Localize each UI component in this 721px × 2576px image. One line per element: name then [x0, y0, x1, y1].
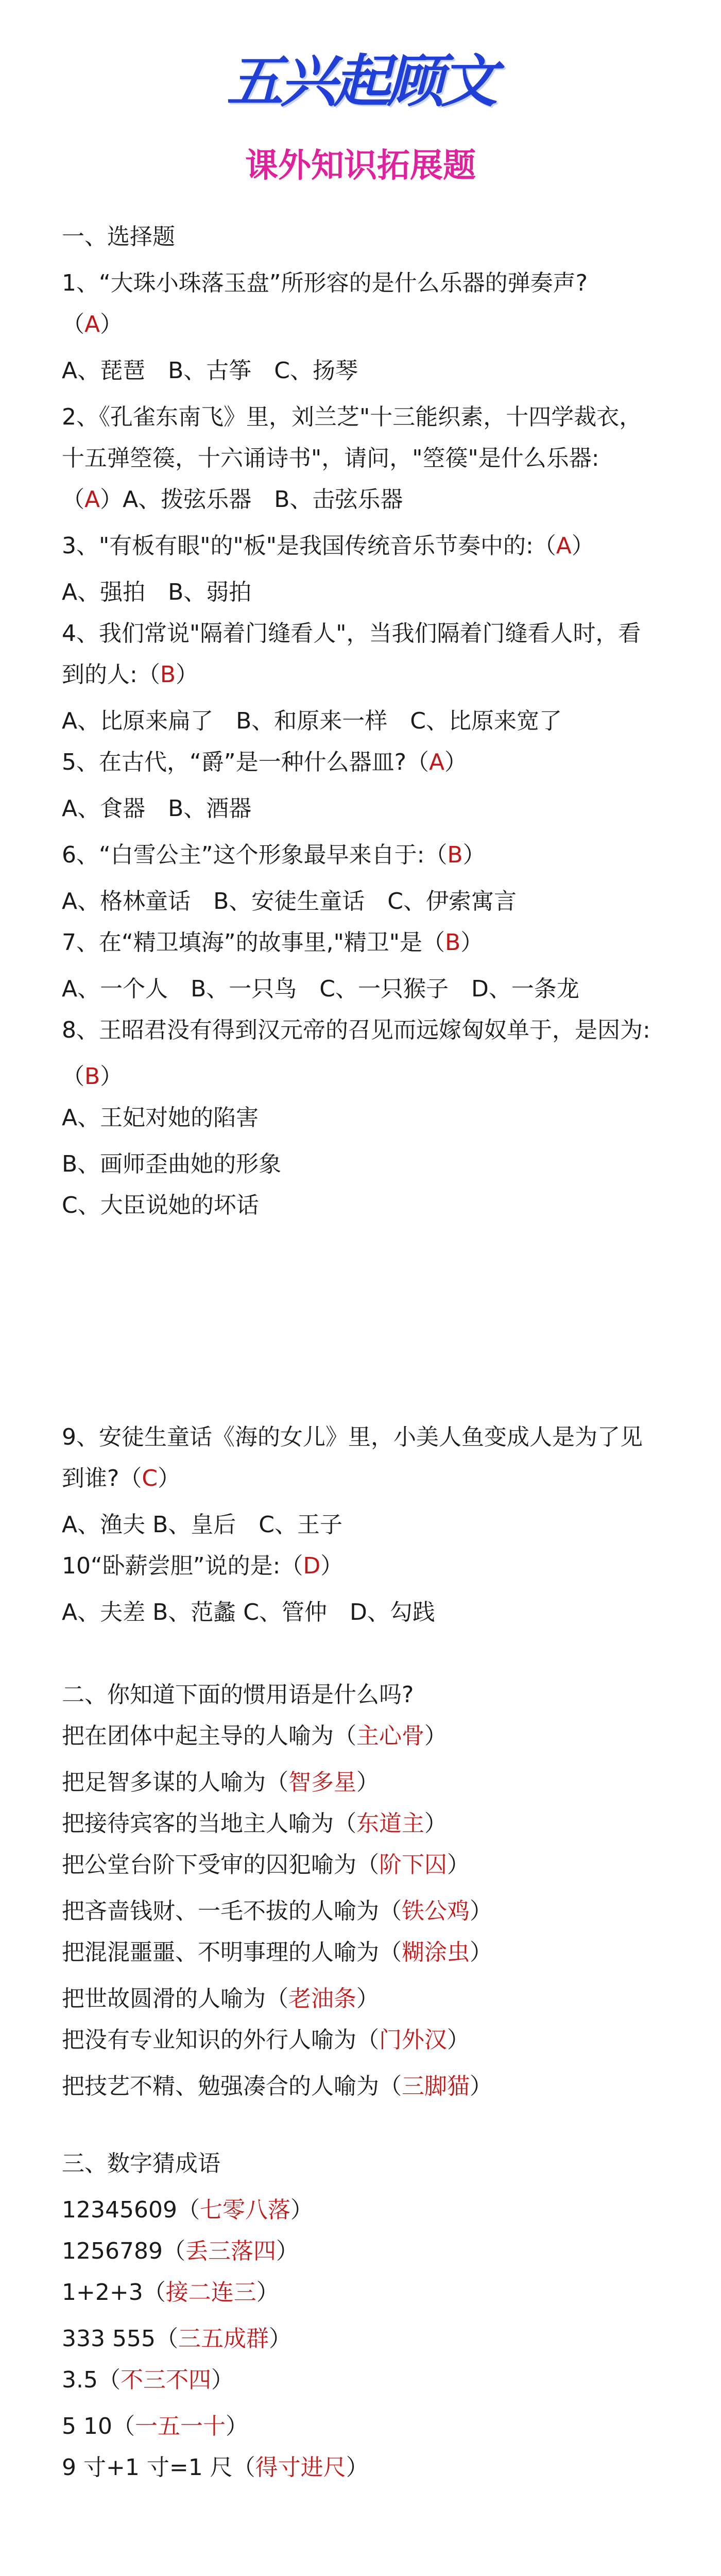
text-line	[62, 1937, 690, 1968]
question-text: ）	[158, 1465, 181, 1492]
text-line	[62, 1015, 690, 1046]
answer-text: 不三不四	[120, 2367, 211, 2393]
question-text: ）	[424, 1810, 447, 1837]
text-line	[62, 1463, 690, 1494]
text-line	[62, 886, 690, 917]
question-text: ）A、拨弦乐器 B、击弦乐器	[100, 486, 403, 513]
text-line	[62, 1808, 690, 1839]
question-text: ）	[211, 2367, 234, 2393]
answer-text: 三脚猫	[402, 2073, 470, 2099]
text-line	[62, 840, 690, 871]
question-text: A、强拍 B、弱拍	[62, 579, 252, 605]
text-line	[62, 618, 690, 649]
answer-text: 丢三落四	[185, 2238, 276, 2264]
question-text: ）	[346, 2454, 369, 2481]
page-title: 课外知识拓展题	[245, 147, 476, 185]
question-text: ）	[470, 1898, 492, 1924]
question-text: 把接待宾客的当地主人喻为（	[62, 1810, 356, 1837]
answer-text: B	[160, 662, 176, 688]
answer-text: 糊涂虫	[402, 1939, 470, 1965]
text-line	[62, 2236, 690, 2267]
question-text: 把吝啬钱财、一毛不拔的人喻为（	[62, 1898, 402, 1924]
question-text: 3.5（	[62, 2367, 121, 2393]
answer-text: A	[556, 533, 572, 559]
text-line	[62, 2277, 690, 2308]
text-line	[62, 1422, 690, 1453]
text-line	[62, 1510, 690, 1540]
text-line	[62, 659, 690, 690]
answer-text: A	[84, 311, 100, 337]
question-text: ）	[256, 2279, 279, 2306]
answer-text: D	[303, 1553, 321, 1579]
text-line	[62, 974, 690, 1005]
text-line	[62, 2148, 690, 2179]
text-line	[62, 2365, 690, 2396]
question-text: 5 10（	[62, 2413, 135, 2439]
text-line	[62, 443, 690, 474]
text-line	[62, 355, 690, 386]
question-text: ）	[225, 2413, 248, 2439]
question-text: ）	[460, 929, 484, 956]
question-text: ）	[447, 2027, 470, 2053]
question-text: ）	[276, 2238, 299, 2264]
text-line	[62, 402, 690, 433]
answer-text: 老油条	[288, 1986, 356, 2012]
question-text: ）	[424, 1723, 447, 1749]
text-line	[62, 1551, 690, 1582]
text-line	[62, 1767, 690, 1798]
answer-text: A	[428, 749, 445, 775]
question-text: ）	[268, 2326, 291, 2352]
question-text: ）	[320, 1553, 344, 1579]
question-text: ）	[470, 2073, 492, 2099]
question-text: ）	[470, 1939, 492, 1965]
question-text: 3、"有板有眼"的"板"是我国传统音乐节奏中的:（	[62, 533, 556, 559]
question-text: ）	[571, 533, 594, 559]
text-line	[62, 2452, 690, 2483]
answer-text: 阶下囚	[379, 1852, 447, 1878]
text-line	[62, 1597, 690, 1628]
text-line	[62, 1850, 690, 1880]
answer-text: A	[84, 486, 100, 513]
answer-text: B	[84, 1063, 100, 1090]
question-text: 6、“白雪公主”这个形象最早来自于:（	[62, 842, 448, 868]
question-text: 把没有专业知识的外行人喻为（	[62, 2027, 379, 2053]
text-line	[62, 1896, 690, 1927]
question-text: A、渔夫 B、皇后 C、王子	[62, 1512, 342, 1538]
answer-text: B	[447, 842, 463, 868]
text-line	[62, 1680, 690, 1710]
question-text: 2、《孔雀东南飞》里，刘兰芝"十三能织素，十四学裁衣，	[62, 404, 642, 430]
text-line	[62, 531, 690, 562]
answer-text: 门外汉	[379, 2027, 447, 2053]
brand-logo: 五兴起顾文	[227, 48, 494, 114]
question-text: 7、在“精卫填海”的故事里,"精卫"是（	[62, 929, 445, 956]
text-line	[62, 2411, 690, 2442]
question-text: A、王妃对她的陷害	[62, 1105, 259, 1131]
question-text: 二、你知道下面的惯用语是什么吗?	[62, 1682, 414, 1708]
answer-text: 主心骨	[356, 1723, 424, 1749]
question-text: ）	[176, 662, 199, 688]
question-text: （	[62, 486, 84, 513]
question-text: 10“卧薪尝胆”说的是:（	[62, 1553, 303, 1579]
question-text: 1、“大珠小珠落玉盘”所形容的是什么乐器的弹奏声?	[62, 270, 588, 296]
question-text: 把在团体中起主导的人喻为（	[62, 1723, 356, 1749]
question-text: A、夫差 B、范蠡 C、管仲 D、勾践	[62, 1599, 435, 1625]
question-text: 到的人:（	[62, 662, 160, 688]
question-text: A、一个人 B、一只鸟 C、一只猴子 D、一条龙	[62, 976, 579, 1002]
question-text: ）	[447, 1852, 470, 1878]
text-line	[62, 484, 690, 515]
answer-text: 三五成群	[178, 2326, 269, 2352]
question-text: 12345609（	[62, 2197, 200, 2223]
question-text: 1+2+3（	[62, 2279, 166, 2306]
question-text: C、大臣说她的坏话	[62, 1192, 259, 1218]
answer-text: 铁公鸡	[402, 1898, 470, 1924]
answer-text: 七零八落	[199, 2197, 290, 2223]
text-line	[62, 577, 690, 608]
question-text: 9 寸+1 寸=1 尺（	[62, 2454, 255, 2481]
text-line	[62, 2025, 690, 2056]
text-line	[62, 1721, 690, 1752]
question-text: 4、我们常说"隔着门缝看人"，当我们隔着门缝看人时，看	[62, 620, 641, 647]
question-text: 1256789（	[62, 2238, 185, 2264]
question-text: 把世故圆滑的人喻为（	[62, 1986, 288, 2012]
text-line	[62, 1984, 690, 2014]
question-text: ）	[356, 1769, 379, 1795]
answer-text: 得寸进尺	[255, 2454, 346, 2481]
text-line	[62, 927, 690, 958]
question-text: 把技艺不精、勉强凑合的人喻为（	[62, 2073, 402, 2099]
question-text: ）	[462, 842, 486, 868]
text-line	[62, 1061, 690, 1092]
answer-text: C	[142, 1465, 158, 1492]
question-text: A、食器 B、酒器	[62, 795, 252, 822]
answer-text: 智多星	[288, 1769, 356, 1795]
text-line	[62, 1103, 690, 1133]
question-text: 333 555（	[62, 2326, 178, 2352]
text-line	[62, 222, 690, 252]
question-text: A、琵琶 B、古筝 C、扬琴	[62, 358, 358, 384]
question-text: 把混混噩噩、不明事理的人喻为（	[62, 1939, 402, 1965]
question-text: 9、安徒生童话《海的女儿》里，小美人鱼变成人是为了见	[62, 1424, 643, 1450]
text-line	[62, 706, 690, 737]
question-text: ）	[100, 311, 123, 337]
question-text: 十五弹箜篌，十六诵诗书"，请问，"箜篌"是什么乐器:	[62, 445, 599, 471]
question-text: ）	[444, 749, 468, 775]
answer-text: 接二连三	[165, 2279, 256, 2306]
text-line	[62, 309, 690, 340]
text-line	[62, 2071, 690, 2102]
question-text: 三、数字猜成语	[62, 2150, 220, 2177]
text-line	[62, 793, 690, 824]
question-text: 把公堂台阶下受审的囚犯喻为（	[62, 1852, 379, 1878]
question-text: 一、选择题	[62, 224, 175, 250]
question-text: ）	[100, 1063, 123, 1090]
answer-text: B	[445, 929, 461, 956]
text-line	[62, 1190, 690, 1221]
question-text: ）	[290, 2197, 313, 2223]
question-text: 8、王昭君没有得到汉元帝的召见而远嫁匈奴单于，是因为:	[62, 1017, 650, 1043]
question-text: 到谁?（	[62, 1465, 142, 1492]
question-text: （	[62, 1063, 84, 1090]
text-line	[62, 747, 690, 778]
question-text: 把足智多谋的人喻为（	[62, 1769, 288, 1795]
question-text: A、比原来扁了 B、和原来一样 C、比原来宽了	[62, 708, 562, 734]
text-line	[62, 2324, 690, 2354]
question-text: A、格林童话 B、安徒生童话 C、伊索寓言	[62, 888, 517, 914]
answer-text: 东道主	[356, 1810, 424, 1837]
text-line	[62, 1149, 690, 1180]
answer-text: 一五一十	[134, 2413, 226, 2439]
question-text: 5、在古代，“爵”是一种什么器皿?（	[62, 749, 429, 775]
text-line	[62, 268, 690, 299]
text-line	[62, 2195, 690, 2226]
question-text: （	[62, 311, 84, 337]
question-text: ）	[356, 1986, 379, 2012]
question-text: B、画师歪曲她的形象	[62, 1151, 282, 1177]
